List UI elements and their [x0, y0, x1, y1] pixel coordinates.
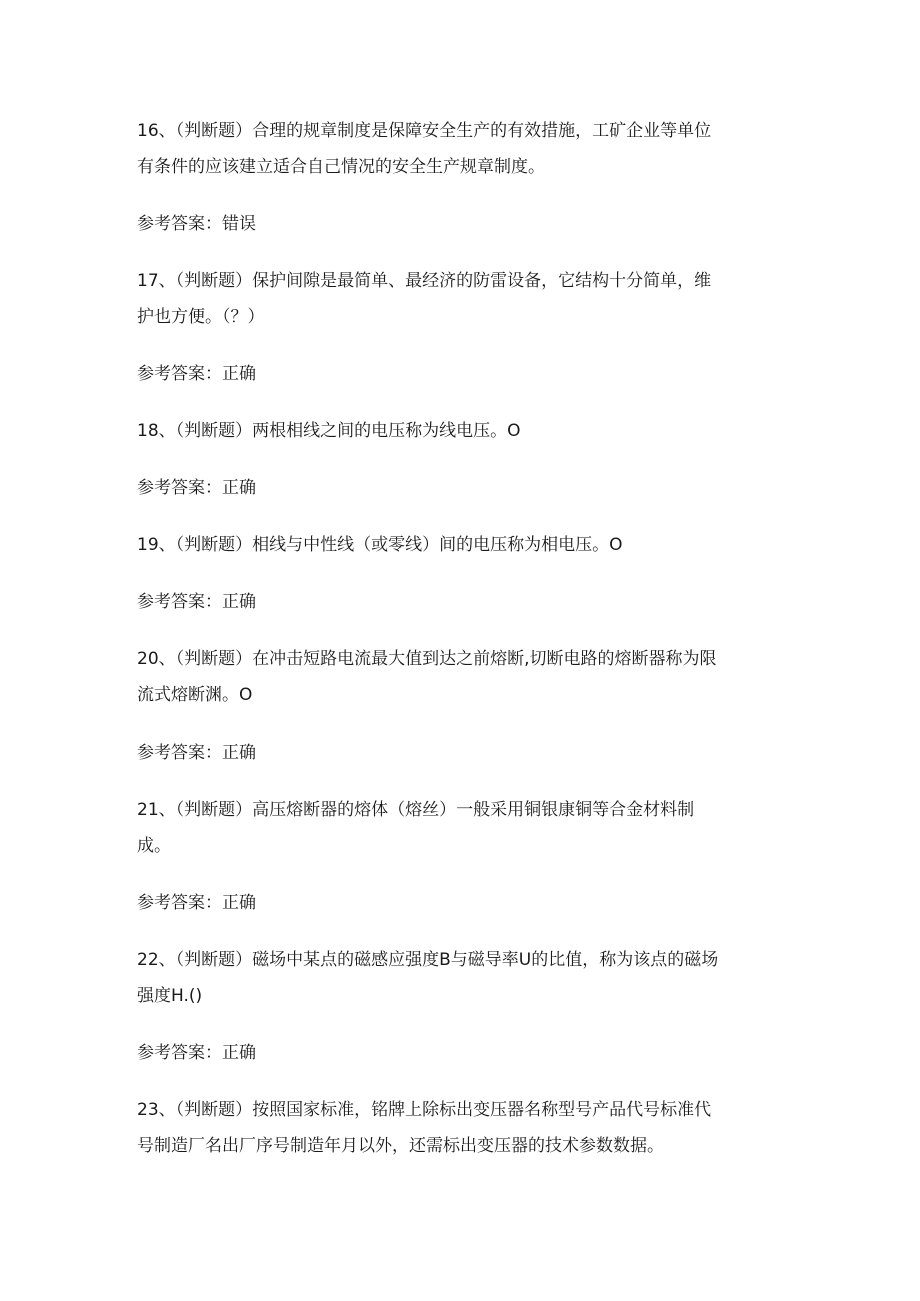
answer-19: [137, 584, 787, 620]
question-23-line-1: 23、（判断题）按照国家标准，铭牌上除标出变压器名称型号产品代号标准代: [137, 1100, 712, 1120]
answer-16: [137, 206, 787, 242]
answer-22-text: 参考答案：正确: [137, 1043, 256, 1063]
question-22: [137, 942, 787, 1014]
answer-16-text: 参考答案：错误: [137, 214, 256, 234]
question-16-line-1: 16、（判断题）合理的规章制度是保障安全生产的有效措施，工矿企业等单位: [137, 121, 712, 141]
question-20-line-2: 流式熔断渊。O: [137, 685, 253, 705]
answer-21: [137, 885, 787, 921]
question-21-line-1: 21、（判断题）高压熔断器的熔体（熔丝）一般采用铜银康铜等合金材料制: [137, 800, 695, 820]
question-23: [137, 1092, 787, 1164]
answer-22: [137, 1035, 787, 1071]
question-23-line-2: 号制造厂名出厂序号制造年月以外，还需标出变压器的技术参数数据。: [137, 1136, 664, 1156]
answer-20-text: 参考答案：正确: [137, 743, 256, 763]
answer-21-text: 参考答案：正确: [137, 893, 256, 913]
question-18: [137, 413, 787, 449]
question-18-line-1: 18、（判断题）两根相线之间的电压称为线电压。O: [137, 421, 521, 441]
question-20-line-1: 20、（判断题）在冲击短路电流最大值到达之前熔断,切断电路的熔断器称为限: [137, 649, 717, 669]
question-17: [137, 263, 787, 335]
answer-18-text: 参考答案：正确: [137, 478, 256, 498]
question-16: [137, 113, 787, 185]
answer-20: [137, 735, 787, 771]
answer-18: [137, 470, 787, 506]
question-16-line-2: 有条件的应该建立适合自己情况的安全生产规章制度。: [137, 157, 545, 177]
question-21-line-2: 成。: [137, 836, 171, 856]
question-17-line-2: 护也方便。（？）: [137, 307, 265, 327]
question-20: [137, 641, 787, 713]
question-22-line-1: 22、（判断题）磁场中某点的磁感应强度B与磁导率U的比值，称为该点的磁场: [137, 950, 719, 970]
answer-17: [137, 356, 787, 392]
question-21: [137, 792, 787, 864]
question-19-line-1: 19、（判断题）相线与中性线（或零线）间的电压称为相电压。O: [137, 535, 623, 555]
question-19: [137, 527, 787, 563]
answer-17-text: 参考答案：正确: [137, 364, 256, 384]
question-22-line-2: 强度H.(): [137, 986, 203, 1006]
answer-19-text: 参考答案：正确: [137, 592, 256, 612]
question-17-line-1: 17、（判断题）保护间隙是最简单、最经济的防雷设备，它结构十分简单，维: [137, 271, 712, 291]
